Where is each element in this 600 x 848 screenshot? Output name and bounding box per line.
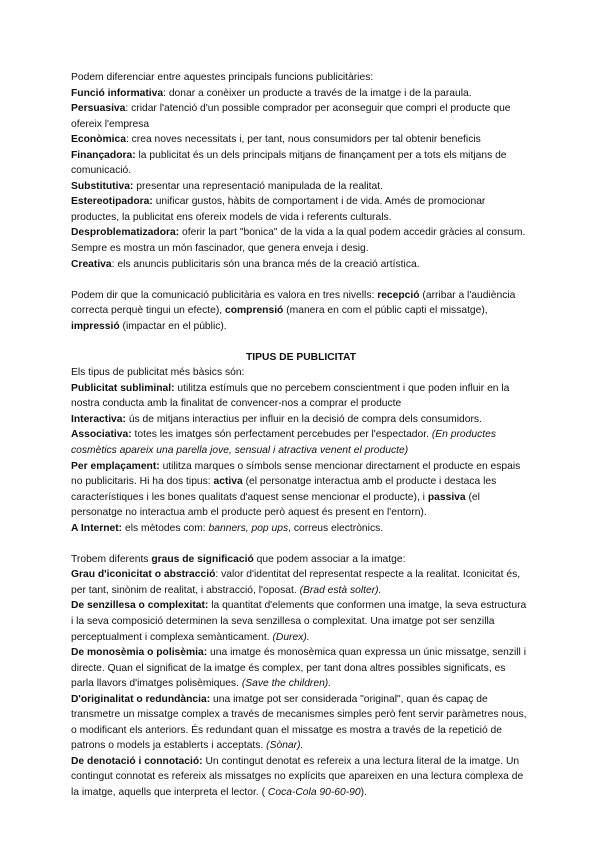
function-economica: Econòmica: crea noves necessitats i, per tant, nous consumidors per tal obtenir beneficis [71,134,481,146]
degree-iconicitat: Grau d'iconicitat o abstracció: valor d'identitat del representat respecte a la realitat. Iconicitat és, per tant, sinònim de realitat, i abstracció, l'oposat. (Brad està solter). [71,569,521,596]
term: Persuasiva [71,103,126,115]
level-recepcio: recepció [377,289,420,301]
term: Econòmica [71,134,126,146]
term: Substitutiva: [71,180,134,192]
term: Funció informativa [71,87,164,99]
function-financadora: Finançadora: la publicitat és un dels principals mitjans de finançament per a tots els mitjans de comunicació. [71,149,507,177]
function-estereotipadora: Estereotipadora: unificar gustos, hàbits de comportament i de vida. Amés de promocionar productes, la publicitat ens ofereix models de vida i referents culturals. [71,196,486,223]
function-substitutiva: Substitutiva: presentar una representació manipulada de la realitat. [71,180,383,192]
example: banners, pop ups [208,522,289,534]
type-internet: A Internet: els mètodes com: banners, pop ups, correus electrònics. [71,522,384,534]
degree-senzillesa: De senzillesa o complexitat: la quantitat d'elements que conformen una imatge, la seva estructura i la seva composició determinen la seva senzillesa o complexitat. Una imatge pot ser senzilla perceptualment i complexa semànticament. (Durex). [71,600,527,643]
example: (Sònar). [266,740,304,752]
degrees-intro: Trobem diferents graus de significació que podem associar a la imatge: [71,553,406,565]
function-creativa: Creativa: els anuncis publicitaris són una branca més de la creació artística. [71,258,420,270]
spacer [71,334,531,350]
example: (Save the children). [241,678,332,690]
types-heading: TIPUS DE PUBLICITAT [245,351,357,363]
function-persuasiva: Persuasiva: cridar l'atenció d'un possible comprador per aconseguir que compri el producte que ofereix l'empresa [71,103,511,130]
term: Estereotipadora: [71,196,153,208]
term: Finançadora: [71,149,136,161]
document-body [71,70,531,801]
example: Coca-Cola 90-60-90 [267,787,361,799]
types-intro: Els tipus de publicitat més bàsics són: [71,367,245,379]
levels-paragraph: Podem dir que la comunicació publicitària es valora en tres nivells: recepció (arribar a l'audiència correcta perquè tingui un efecte), comprensió (manera en com el públic capti el missatge), impressió (impactar en el públic). [71,289,516,332]
level-impressio: impressió [71,320,120,332]
degree-originalitat: D'originalitat o redundància: una imatge pot ser considerada "original", quan és capaç de transmetre un missatge complex a través de mecanismes simples però fent servir paràmetres nous, o modificant els anteriors. És redundant quan el missatge es mostra a través de la repetició de patrons o models ja establerts i acceptats. (Sònar). [71,693,527,752]
example: (Brad està solter). [299,584,382,596]
type-associativa: Associativa: totes les imatges són perfectament percebudes per l'espectador. (En productes cosmètics apareix una parella jove, sensual i atractiva venent el producte) [71,429,496,457]
type-subliminal: Publicitat subliminal: utilitza estímuls que no percebem conscientment i que poden influir en la nostra conducta amb la finalitat de convencer-nos a comprar el producte [71,382,510,410]
functions-intro: Podem diferenciar entre aquestes principals funcions publicitàries: [71,72,374,83]
function-informativa: Funció informativa: donar a conèixer un producte a través de la imatge i de la paraula. [71,87,472,99]
degree-monosemia: De monosèmia o polisèmia: una imatge és monosèmica quan expressa un únic missatge, senzill i directe. Quan el significat de la imatge és complex, per tant dona altres possibles significats, es parla llavors d'imatges polisèmiques. (Save the children). [71,647,526,690]
function-desproblematizadora: Desproblematizadora: oferir la part "bonica" de la vida a la qual podem accedir gràcies al consum. Sempre es mostra un món fascinador, que genera enveja i desig. [71,227,526,255]
spacer [71,536,531,552]
degree-denotacio: De denotació i connotació: Un contingut denotat es refereix a una lectura literal de la imatge. Un contingut connotat es refereix als missatges no explícits que apareixen en una lectura complexa de la imatge, aquells que interpreta el lector. ( Coca-Cola 90-60-90). [71,755,524,799]
type-emplacament: Per emplaçament: utilitza marques o símbols sense mencionar directament el producte en espais no publicitaris. Hi ha dos tipus: activa (el personatge interactua amb el producte i destaca les característiques i les bones qualitats d'aquest sense mencionar el producte), i passiva (el personatge no interactua amb el producte però aquest és present en l'entorn). [71,460,521,519]
spacer [71,272,531,288]
term: Creativa [71,258,112,270]
type-interactiva: Interactiva: ús de mitjans interactius per influir en la decisió de compra dels consumidors. [71,413,482,425]
term: Desproblematizadora: [71,227,180,239]
example: (Durex). [272,631,310,643]
example: (En productes cosmètics apareix una parella jove, sensual i atractiva venent el producte) [71,429,496,457]
level-comprensio: comprensió [224,305,284,317]
